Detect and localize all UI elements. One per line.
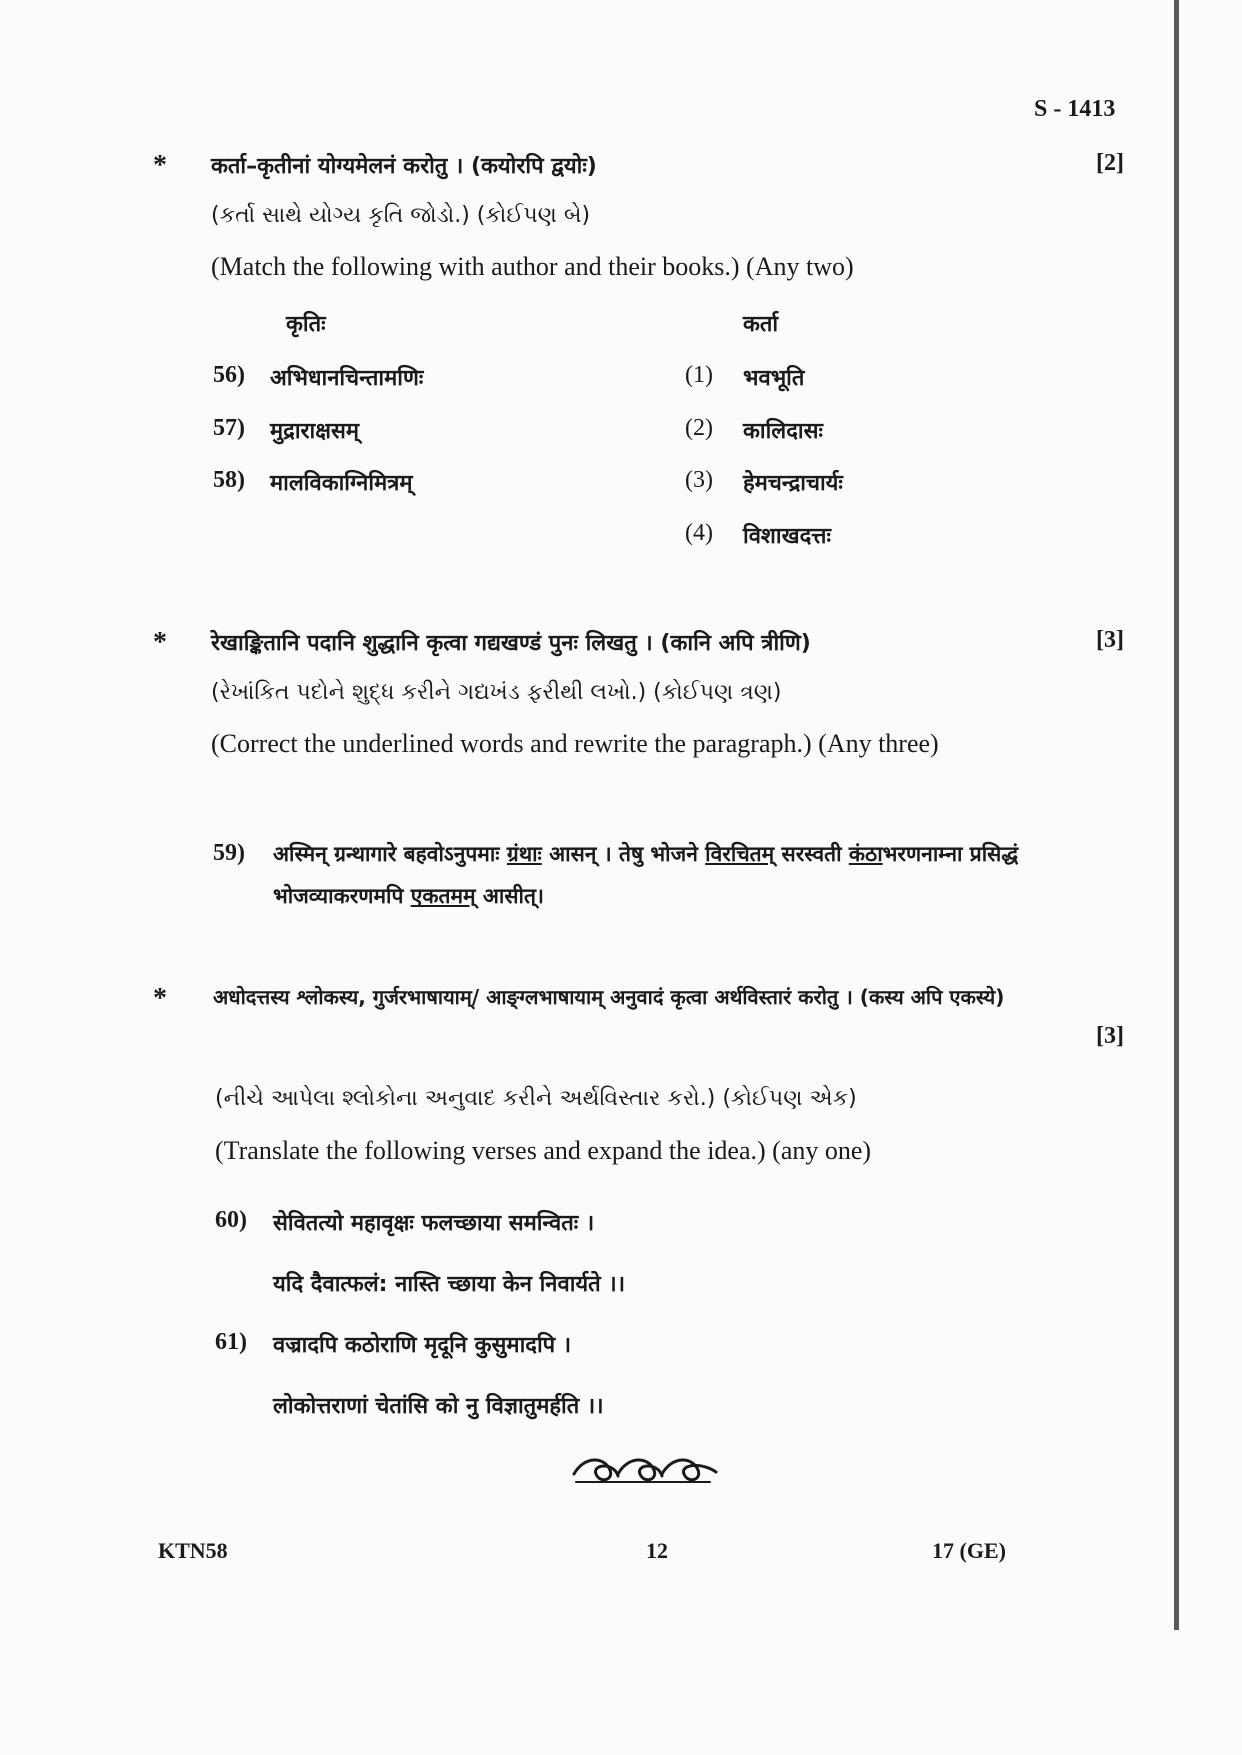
section3-instruction-gujarati: (નીચે આપેલા શ્લોકોના અનુવાદ કરીને અર્થવિસ્તાર કરો.) (કોઈપણ એક) bbox=[215, 1086, 857, 1111]
verse-line-1: वज्रादपि कठोराणि मृदूनि कुसुमादपि । bbox=[273, 1333, 572, 1358]
question-number: 56) bbox=[213, 362, 245, 388]
section1-instruction-english: (Match the following with author and their books.) (Any two) bbox=[211, 252, 854, 281]
verse-line-2: यदि दैवात्फलं: नास्ति च्छाया केन निवार्यते ।। bbox=[273, 1272, 626, 1297]
section3-star: * bbox=[153, 983, 167, 1014]
option-text: भवभूति bbox=[743, 366, 805, 391]
question-number: 61) bbox=[215, 1329, 247, 1355]
footer-series: 17 (GE) bbox=[932, 1538, 1006, 1563]
section1-instruction-sanskrit: कर्ता–कृतीनां योग्यमेलनं करोतु । (कयोरपि द्वयोः) bbox=[211, 154, 597, 179]
paper-code: S - 1413 bbox=[1034, 96, 1116, 122]
underlined-word: ग्रंथाः bbox=[506, 842, 542, 866]
option-number: (1) bbox=[685, 362, 713, 388]
section1-marks: [2] bbox=[1096, 150, 1124, 176]
option-text: विशाखदत्तः bbox=[743, 524, 831, 549]
paragraph-line-2: भोजव्याकरणमपि एकतमम् आसीत्। bbox=[273, 884, 544, 908]
question-number: 59) bbox=[213, 840, 245, 866]
section2-instruction-english: (Correct the underlined words and rewrite the paragraph.) (Any three) bbox=[211, 729, 939, 758]
question-text: अभिधानचिन्तामणिः bbox=[270, 366, 424, 391]
page-number: 12 bbox=[646, 1538, 668, 1563]
question-number: 57) bbox=[213, 415, 245, 441]
option-text: कालिदासः bbox=[743, 419, 823, 444]
col-left-header: कृतिः bbox=[286, 312, 326, 337]
section2-instruction-gujarati: (રેખાંકિત પદોને શુદ્ધ કરીને ગદ્યખંડ ફરીથી લખો.) (કોઈપણ ત્રણ) bbox=[211, 680, 782, 705]
col-right-header: कर्ता bbox=[743, 312, 779, 337]
underlined-word: विरचितम् bbox=[705, 842, 775, 866]
question-number: 58) bbox=[213, 467, 245, 493]
page-edge-shadow bbox=[1174, 0, 1179, 1630]
section3-instruction-sanskrit: अधोदत्तस्य श्लोकस्य, गुर्जरभाषायाम्/ आङ्ग्लभाषायाम् अनुवादं कृत्वा अर्थविस्तारं करोतु । (कस्य अपि एकस्ये) bbox=[213, 985, 1005, 1009]
section2-star: * bbox=[153, 627, 167, 658]
verse-line-1: सेवितत्यो महावृक्षः फलच्छाया समन्वितः । bbox=[273, 1211, 595, 1236]
question-text: मालविकाग्निमित्रम् bbox=[270, 471, 413, 496]
section1-star: * bbox=[153, 150, 167, 181]
section2-instruction-sanskrit: रेखाङ्कितानि पदानि शुद्धानि कृत्वा गद्यखण्डं पुनः लिखतु । (कानि अपि त्रीणि) bbox=[211, 631, 811, 656]
question-number: 60) bbox=[215, 1207, 247, 1233]
section2-marks: [3] bbox=[1096, 627, 1124, 653]
section3-instruction-english: (Translate the following verses and expand the idea.) (any one) bbox=[215, 1136, 872, 1165]
option-text: हेमचन्द्राचार्यः bbox=[743, 471, 843, 496]
footer-code: KTN58 bbox=[158, 1538, 228, 1563]
paragraph-line-1: अस्मिन् ग्रन्थागारे बहवोऽनुपमाः ग्रंथाः आसन् । तेषु भोजने विरचितम् सरस्वती कंठाभरणनाम्ना प्रसिद्धं bbox=[273, 842, 1019, 866]
verse-line-2: लोकोत्तराणां चेतांसि को नु विज्ञातुमर्हति ।। bbox=[273, 1394, 604, 1419]
end-ornament-icon bbox=[570, 1452, 720, 1492]
section1-instruction-gujarati: (કર્તા સાથે યોગ્ય કૃતિ જોડો.) (કોઈપણ બે) bbox=[211, 203, 591, 228]
underlined-word: एकतमम् bbox=[410, 884, 476, 908]
option-number: (4) bbox=[685, 520, 713, 546]
option-number: (2) bbox=[685, 415, 713, 441]
question-text: मुद्राराक्षसम् bbox=[270, 419, 360, 444]
section3-marks: [3] bbox=[1096, 1023, 1124, 1049]
option-number: (3) bbox=[685, 467, 713, 493]
underlined-word: कंठा bbox=[848, 842, 883, 866]
